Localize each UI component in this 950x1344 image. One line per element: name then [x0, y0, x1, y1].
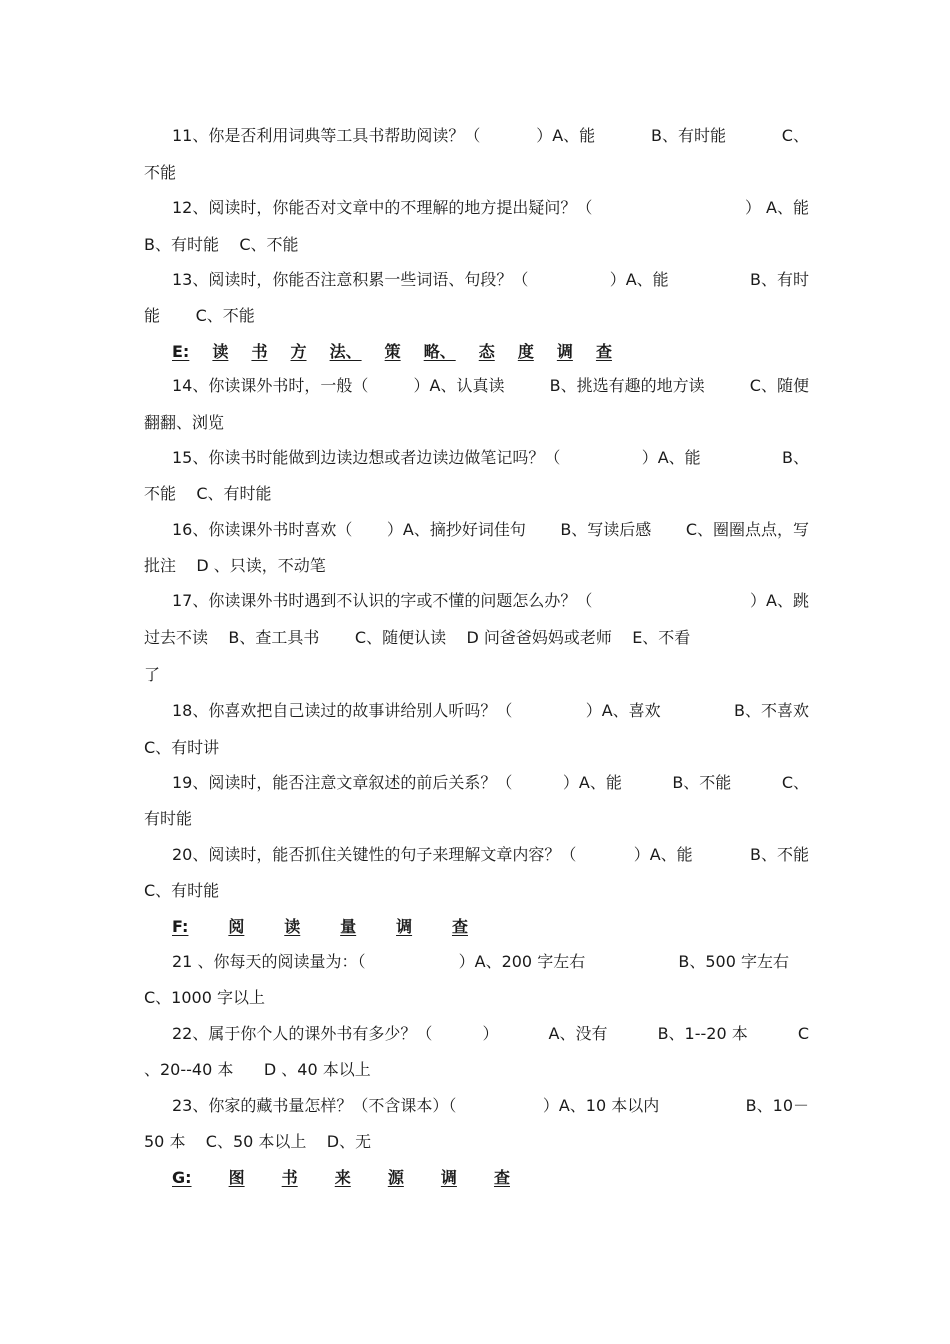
question-22-line-1: 22、属于你个人的课外书有多少？（ ） A、没有 B、1--20 本 C [172, 1024, 809, 1043]
question-22-line-2: 、20--40 本 D 、40 本以上 [144, 1060, 371, 1079]
question-16-line-1: 16、你读课外书时喜欢（ ）A、摘抄好词佳句 B、写读后感 C、圈圈点点，写 [172, 520, 809, 539]
question-15-line-1: 15、你读书时能做到边读边想或者边读边做笔记吗？（ ）A、能 B、 [172, 448, 809, 467]
question-15-line-2: 不能 C、有时能 [144, 484, 272, 503]
question-14-line-1: 14、你读课外书时，一般（ ）A、认真读 B、挑选有趣的地方读 C、随便 [172, 376, 809, 395]
section-heading-f: F: 阅 读 量 调 查 [172, 917, 468, 936]
question-14-line-2: 翻翻、浏览 [144, 413, 225, 432]
question-16-line-2: 批注 D 、只读，不动笔 [144, 556, 326, 575]
question-21-line-2: C、1000 字以上 [144, 988, 265, 1007]
question-12-line-1: 12、阅读时，你能否对文章中的不理解的地方提出疑问？（ ） A、能 [172, 198, 809, 217]
question-19-line-1: 19、阅读时，能否注意文章叙述的前后关系？（ ）A、能 B、不能 C、 [172, 773, 809, 792]
question-12-line-2: B、有时能 C、不能 [144, 235, 299, 254]
section-heading-e: E: 读 书 方 法、 策 略、 态 度 调 查 [172, 342, 612, 361]
question-17-line-3: 了 [144, 665, 161, 684]
question-11-line-1: 11、你是否利用词典等工具书帮助阅读？（ ）A、能 B、有时能 C、 [172, 126, 809, 145]
question-23-line-1: 23、你家的藏书量怎样？（不含课本）（ ）A、10 本以内 B、10－ [172, 1096, 809, 1115]
question-17-line-2: 过去不读 B、查工具书 C、随便认读 D 问爸爸妈妈或老师 E、不看 [144, 628, 691, 647]
question-11-line-2: 不能 [144, 163, 177, 182]
question-20-line-1: 20、阅读时，能否抓住关键性的句子来理解文章内容？（ ）A、能 B、不能 [172, 845, 809, 864]
question-20-line-2: C、有时能 [144, 881, 220, 900]
section-heading-g: G: 图 书 来 源 调 查 [172, 1168, 510, 1187]
question-23-line-2: 50 本 C、50 本以上 D、无 [144, 1132, 372, 1151]
question-21-line-1: 21 、你每天的阅读量为：（ ）A、200 字左右 B、500 字左右 [172, 952, 789, 971]
question-19-line-2: 有时能 [144, 809, 193, 828]
question-18-line-2: C、有时讲 [144, 738, 220, 757]
question-18-line-1: 18、你喜欢把自己读过的故事讲给别人听吗？（ ）A、喜欢 B、不喜欢 [172, 701, 809, 720]
question-13-line-2: 能 C、不能 [144, 306, 255, 325]
question-13-line-1: 13、阅读时，你能否注意积累一些词语、句段？（ ）A、能 B、有时 [172, 270, 809, 289]
question-17-line-1: 17、你读课外书时遇到不认识的字或不懂的问题怎么办？（ ）A、跳 [172, 591, 809, 610]
